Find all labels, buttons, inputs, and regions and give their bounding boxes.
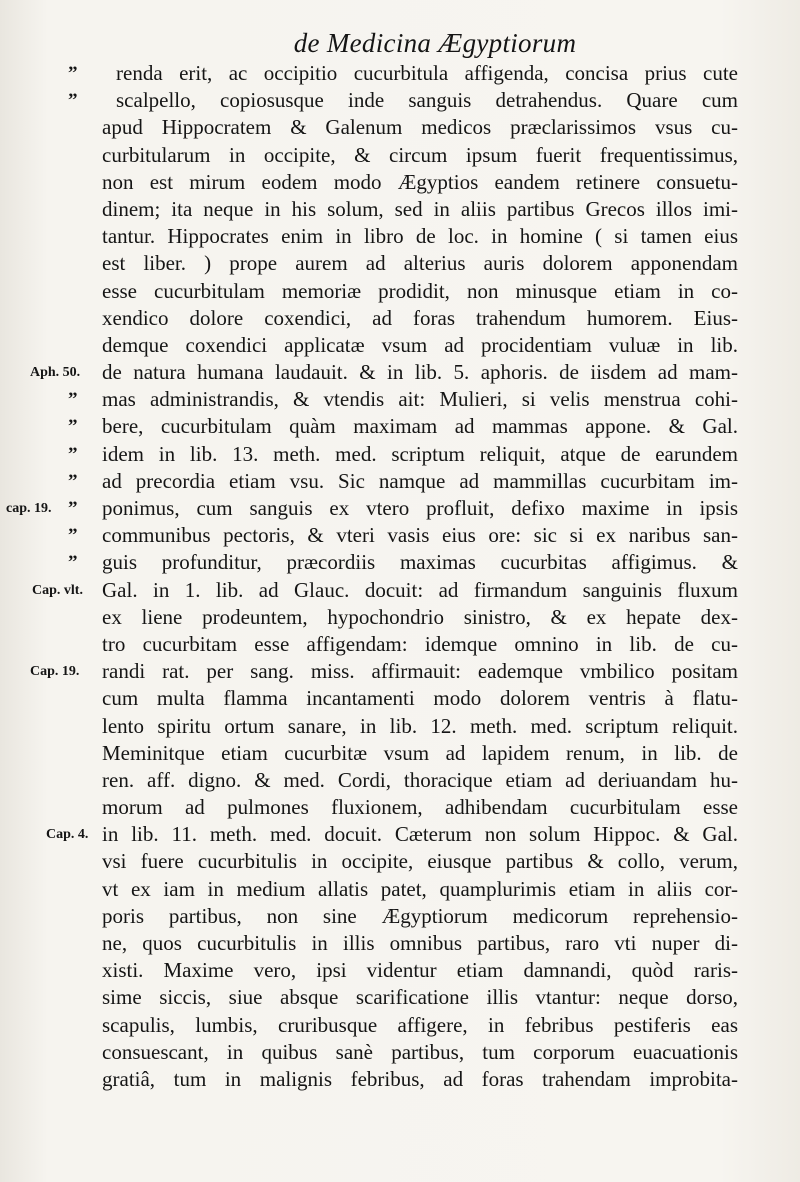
quotation-mark: ” xyxy=(68,416,78,438)
marginal-note: cap. 19. xyxy=(6,501,52,516)
text-line xyxy=(0,413,800,440)
text-line xyxy=(0,386,800,413)
text-line xyxy=(0,984,800,1011)
line-text: demque coxendici applicatæ vsum ad procidentiam vuluæ in lib. xyxy=(102,332,738,357)
line-text: poris partibus, non sine Ægyptiorum medicorum reprehensio- xyxy=(102,903,738,928)
line-text: ne, quos cucurbitulis in illis omnibus partibus, raro vti nuper di- xyxy=(102,931,738,955)
text-line xyxy=(0,223,800,250)
quotation-mark: ” xyxy=(68,90,78,112)
line-text: mas administrandis, & vtendis ait: Mulieri, si velis menstrua cohi- xyxy=(102,387,738,412)
line-text: est liber. ) prope aurem ad alterius auris dolorem apponendam xyxy=(102,251,738,276)
line-text: Gal. in 1. lib. ad Glauc. docuit: ad firmandum sanguinis fluxum xyxy=(102,577,738,602)
line-text: sime siccis, siue absque scarificatione illis vtantur: neque dorso, xyxy=(102,985,738,1010)
text-line xyxy=(0,332,800,359)
text-line xyxy=(0,549,800,576)
text-line xyxy=(0,794,800,821)
marginal-note: Cap. 4. xyxy=(46,827,89,843)
text-line xyxy=(0,196,800,223)
line-text: de natura humana laudauit. & in lib. 5. aphoris. de iisdem ad mam- xyxy=(102,360,738,385)
text-line xyxy=(0,522,800,549)
text-line xyxy=(0,848,800,875)
line-text: Meminitque etiam cucurbitæ vsum ad lapidem renum, in lib. de xyxy=(102,740,738,765)
text-line xyxy=(0,169,800,196)
line-text: ad precordia etiam vsu. Sic namque ad mammillas cucurbitam im- xyxy=(102,468,738,493)
text-line xyxy=(0,713,800,740)
text-line xyxy=(0,740,800,767)
text-line xyxy=(0,114,800,141)
line-text: xisti. Maxime vero, ipsi videntur etiam damnandi, quòd raris- xyxy=(102,958,738,983)
line-text: lento spiritu ortum sanare, in lib. 12. meth. med. scriptum reliquit. xyxy=(102,713,738,738)
line-text: ponimus, cum sanguis ex vtero profluit, defixo maxime in ipsis xyxy=(102,496,738,520)
line-text: vt ex iam in medium allatis patet, quamplurimis etiam in aliis cor- xyxy=(102,876,738,901)
line-text: gratiâ, tum in malignis febribus, ad foras trahendam improbita- xyxy=(102,1066,738,1091)
quotation-mark: ” xyxy=(68,443,78,465)
line-text: guis profunditur, præcordiis maximas cucurbitas affigimus. & xyxy=(102,550,738,575)
quotation-mark: ” xyxy=(68,552,78,574)
text-line xyxy=(0,577,800,604)
text-line xyxy=(0,87,800,114)
text-line xyxy=(0,359,800,386)
text-line xyxy=(0,631,800,658)
marginal-note: Aph. 50. xyxy=(30,365,81,381)
line-text: vsi fuere cucurbitulis in occipite, eiusque partibus & collo, verum, xyxy=(102,849,738,874)
text-line xyxy=(0,495,800,522)
quotation-mark: ” xyxy=(68,525,78,547)
text-line xyxy=(0,903,800,930)
text-line xyxy=(0,821,800,848)
line-text: communibus pectoris, & vteri vasis eius ore: sic si ex naribus san- xyxy=(102,523,738,548)
marginal-note: Cap. 19. xyxy=(30,664,80,680)
text-line xyxy=(0,658,800,685)
quotation-mark: ” xyxy=(68,63,78,84)
line-text: apud Hippocratem & Galenum medicos præclarissimos vsus cu- xyxy=(102,115,738,140)
line-text: xendico dolore coxendici, ad foras trahendum humorem. Eius- xyxy=(102,305,738,330)
line-text: curbitularum in occipite, & circum ipsum fuerit frequentissimus, xyxy=(102,142,738,167)
text-line xyxy=(0,142,800,169)
marginal-note: Cap. vlt. xyxy=(32,582,83,598)
line-text: dinem; ita neque in his solum, sed in aliis partibus Grecos illos imi- xyxy=(102,196,738,221)
line-text: ren. aff. digno. & med. Cordi, thoracique etiam ad deriuandam hu- xyxy=(102,767,738,792)
line-text: ex liene prodeuntem, hypochondrio sinistro, & ex hepate dex- xyxy=(102,604,738,629)
quotation-mark: ” xyxy=(68,498,78,519)
line-text: cum multa flamma incantamenti modo dolorem ventris à flatu- xyxy=(102,686,738,711)
text-line xyxy=(0,930,800,957)
text-line xyxy=(0,305,800,332)
text-line xyxy=(0,250,800,277)
line-text: consuescant, in quibus sanè partibus, tum corporum euacuationis xyxy=(102,1039,738,1064)
line-text: scalpello, copiosusque inde sanguis detrahendus. Quare cum xyxy=(116,88,738,113)
quotation-mark: ” xyxy=(68,389,78,411)
text-line xyxy=(0,1039,800,1066)
running-head: de Medicina Ægyptiorum xyxy=(293,28,577,58)
text-line xyxy=(0,468,800,495)
line-text: tantur. Hippocrates enim in libro de loc. in homine ( si tamen eius xyxy=(102,224,738,249)
line-text: non est mirum eodem modo Ægyptios eandem retinere consuetu- xyxy=(102,169,738,194)
line-text: scapulis, lumbis, cruribusque affigere, in febribus pestiferis eas xyxy=(102,1012,738,1037)
line-text: renda erit, ac occipitio cucurbitula affigenda, concisa prius cute xyxy=(116,61,738,85)
line-text: morum ad pulmones fluxionem, adhibendam cucurbitulam esse xyxy=(102,795,738,820)
line-text: in lib. 11. meth. med. docuit. Cæterum non solum Hippoc. & Gal. xyxy=(102,822,738,847)
text-line xyxy=(0,278,800,305)
line-text: idem in lib. 13. meth. med. scriptum reliquit, atque de earundem xyxy=(102,441,738,466)
text-line xyxy=(0,1012,800,1039)
text-line xyxy=(0,1066,800,1093)
line-text: esse cucurbitulam memoriæ prodidit, non minusque etiam in co- xyxy=(102,278,738,303)
text-line xyxy=(0,604,800,631)
text-line xyxy=(0,685,800,712)
line-text: randi rat. per sang. miss. affirmauit: eademque vmbilico positam xyxy=(102,659,738,684)
line-text: tro cucurbitam esse affigendam: idemque omnino in lib. de cu- xyxy=(102,631,738,656)
text-line xyxy=(0,441,800,468)
text-line xyxy=(0,60,800,87)
text-line xyxy=(0,957,800,984)
text-line xyxy=(0,767,800,794)
text-line xyxy=(0,876,800,903)
line-text: bere, cucurbitulam quàm maximam ad mammas appone. & Gal. xyxy=(102,414,738,439)
quotation-mark: ” xyxy=(68,470,78,492)
body-text xyxy=(0,60,800,1093)
